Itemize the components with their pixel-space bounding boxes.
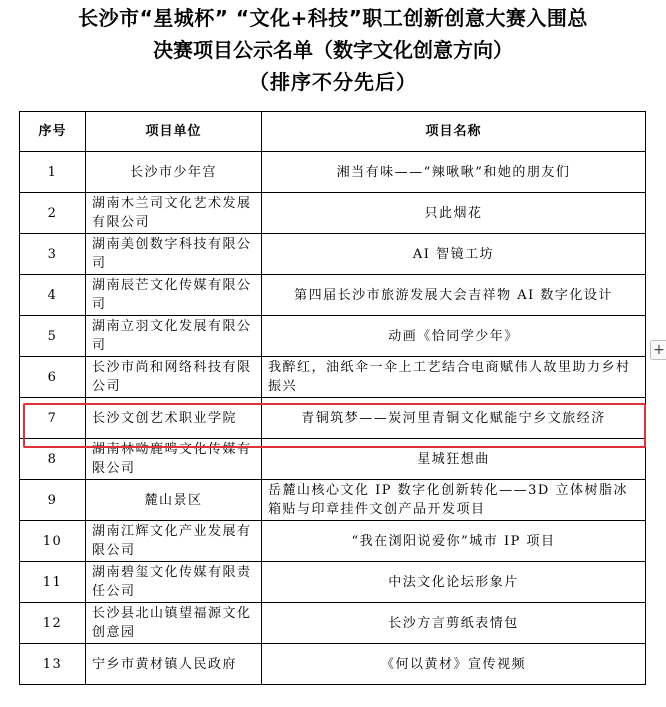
table-row	[20, 193, 646, 234]
table-row	[20, 644, 646, 685]
title-line-2: 决赛项目公示名单（数字文化创意方向）	[153, 38, 513, 62]
table-row	[20, 439, 646, 480]
table-row	[20, 275, 646, 316]
row-unit: 湖南美创数字科技有限公司	[86, 234, 262, 275]
header-project: 项目名称	[262, 112, 646, 152]
row-unit: 湖南林呦鹿鸣文化传媒有限公司	[86, 439, 262, 480]
row-index: 6	[20, 357, 86, 398]
row-unit: 湖南辰芒文化传媒有限公司	[86, 275, 262, 316]
row-project: 青铜筑梦——炭河里青铜文化赋能宁乡文旅经济	[262, 398, 646, 439]
row-project: 第四届长沙市旅游发展大会吉祥物 AI 数字化设计	[262, 275, 646, 316]
row-index: 4	[20, 275, 86, 316]
row-project: 动画《恰同学少年》	[262, 316, 646, 357]
row-project: 我醉红，油纸伞一伞上工艺结合电商赋伟人故里助力乡村振兴	[262, 357, 646, 398]
row-unit: 长沙文创艺术职业学院	[86, 398, 262, 439]
table-row	[20, 398, 646, 439]
row-index: 8	[20, 439, 86, 480]
title-line-1: 长沙市“星城杯” “文化+科技”职工创新创意大赛入围总	[78, 6, 588, 30]
row-unit: 湖南立羽文化发展有限公司	[86, 316, 262, 357]
row-project: 《何以黄材》宣传视频	[262, 644, 646, 685]
row-unit: 湖南碧玺文化传媒有限责任公司	[86, 562, 262, 603]
plus-icon: +	[653, 342, 665, 358]
header-index: 序号	[20, 112, 86, 152]
row-project: 星城狂想曲	[262, 439, 646, 480]
table-row	[20, 521, 646, 562]
row-unit: 长沙市尚和网络科技有限公司	[86, 357, 262, 398]
row-unit: 长沙市少年宫	[86, 152, 262, 193]
row-index: 9	[20, 480, 86, 521]
row-project: 岳麓山核心文化 IP 数字化创新转化——3D 立体树脂冰箱贴与印章挂件文创产品开发项目	[262, 480, 646, 521]
document-title	[0, 0, 666, 98]
table-row	[20, 603, 646, 644]
title-line-3: （排序不分先后）	[249, 70, 417, 94]
row-project: “我在浏阳说爱你”城市 IP 项目	[262, 521, 646, 562]
row-project: 中法文化论坛形象片	[262, 562, 646, 603]
table-row	[20, 152, 646, 193]
row-index: 10	[20, 521, 86, 562]
table-row	[20, 234, 646, 275]
table-row	[20, 357, 646, 398]
table-row	[20, 562, 646, 603]
header-unit: 项目单位	[86, 112, 262, 152]
table-row	[20, 316, 646, 357]
row-index: 3	[20, 234, 86, 275]
row-project: 湘当有味——“辣啾啾”和她的朋友们	[262, 152, 646, 193]
finalist-table	[19, 111, 646, 685]
row-unit: 长沙县北山镇望福源文化创意园	[86, 603, 262, 644]
row-index: 7	[20, 398, 86, 439]
row-index: 1	[20, 152, 86, 193]
row-project: 长沙方言剪纸表情包	[262, 603, 646, 644]
row-unit: 宁乡市黄材镇人民政府	[86, 644, 262, 685]
row-project: 只此烟花	[262, 193, 646, 234]
table-header-row	[20, 112, 646, 152]
row-index: 2	[20, 193, 86, 234]
row-unit: 麓山景区	[86, 480, 262, 521]
row-project: AI 智镜工坊	[262, 234, 646, 275]
row-unit: 湖南木兰司文化艺术发展有限公司	[86, 193, 262, 234]
row-index: 11	[20, 562, 86, 603]
table-row	[20, 480, 646, 521]
row-index: 13	[20, 644, 86, 685]
row-unit: 湖南江辉文化产业发展有限公司	[86, 521, 262, 562]
row-index: 12	[20, 603, 86, 644]
row-index: 5	[20, 316, 86, 357]
expand-button[interactable]	[650, 340, 666, 360]
